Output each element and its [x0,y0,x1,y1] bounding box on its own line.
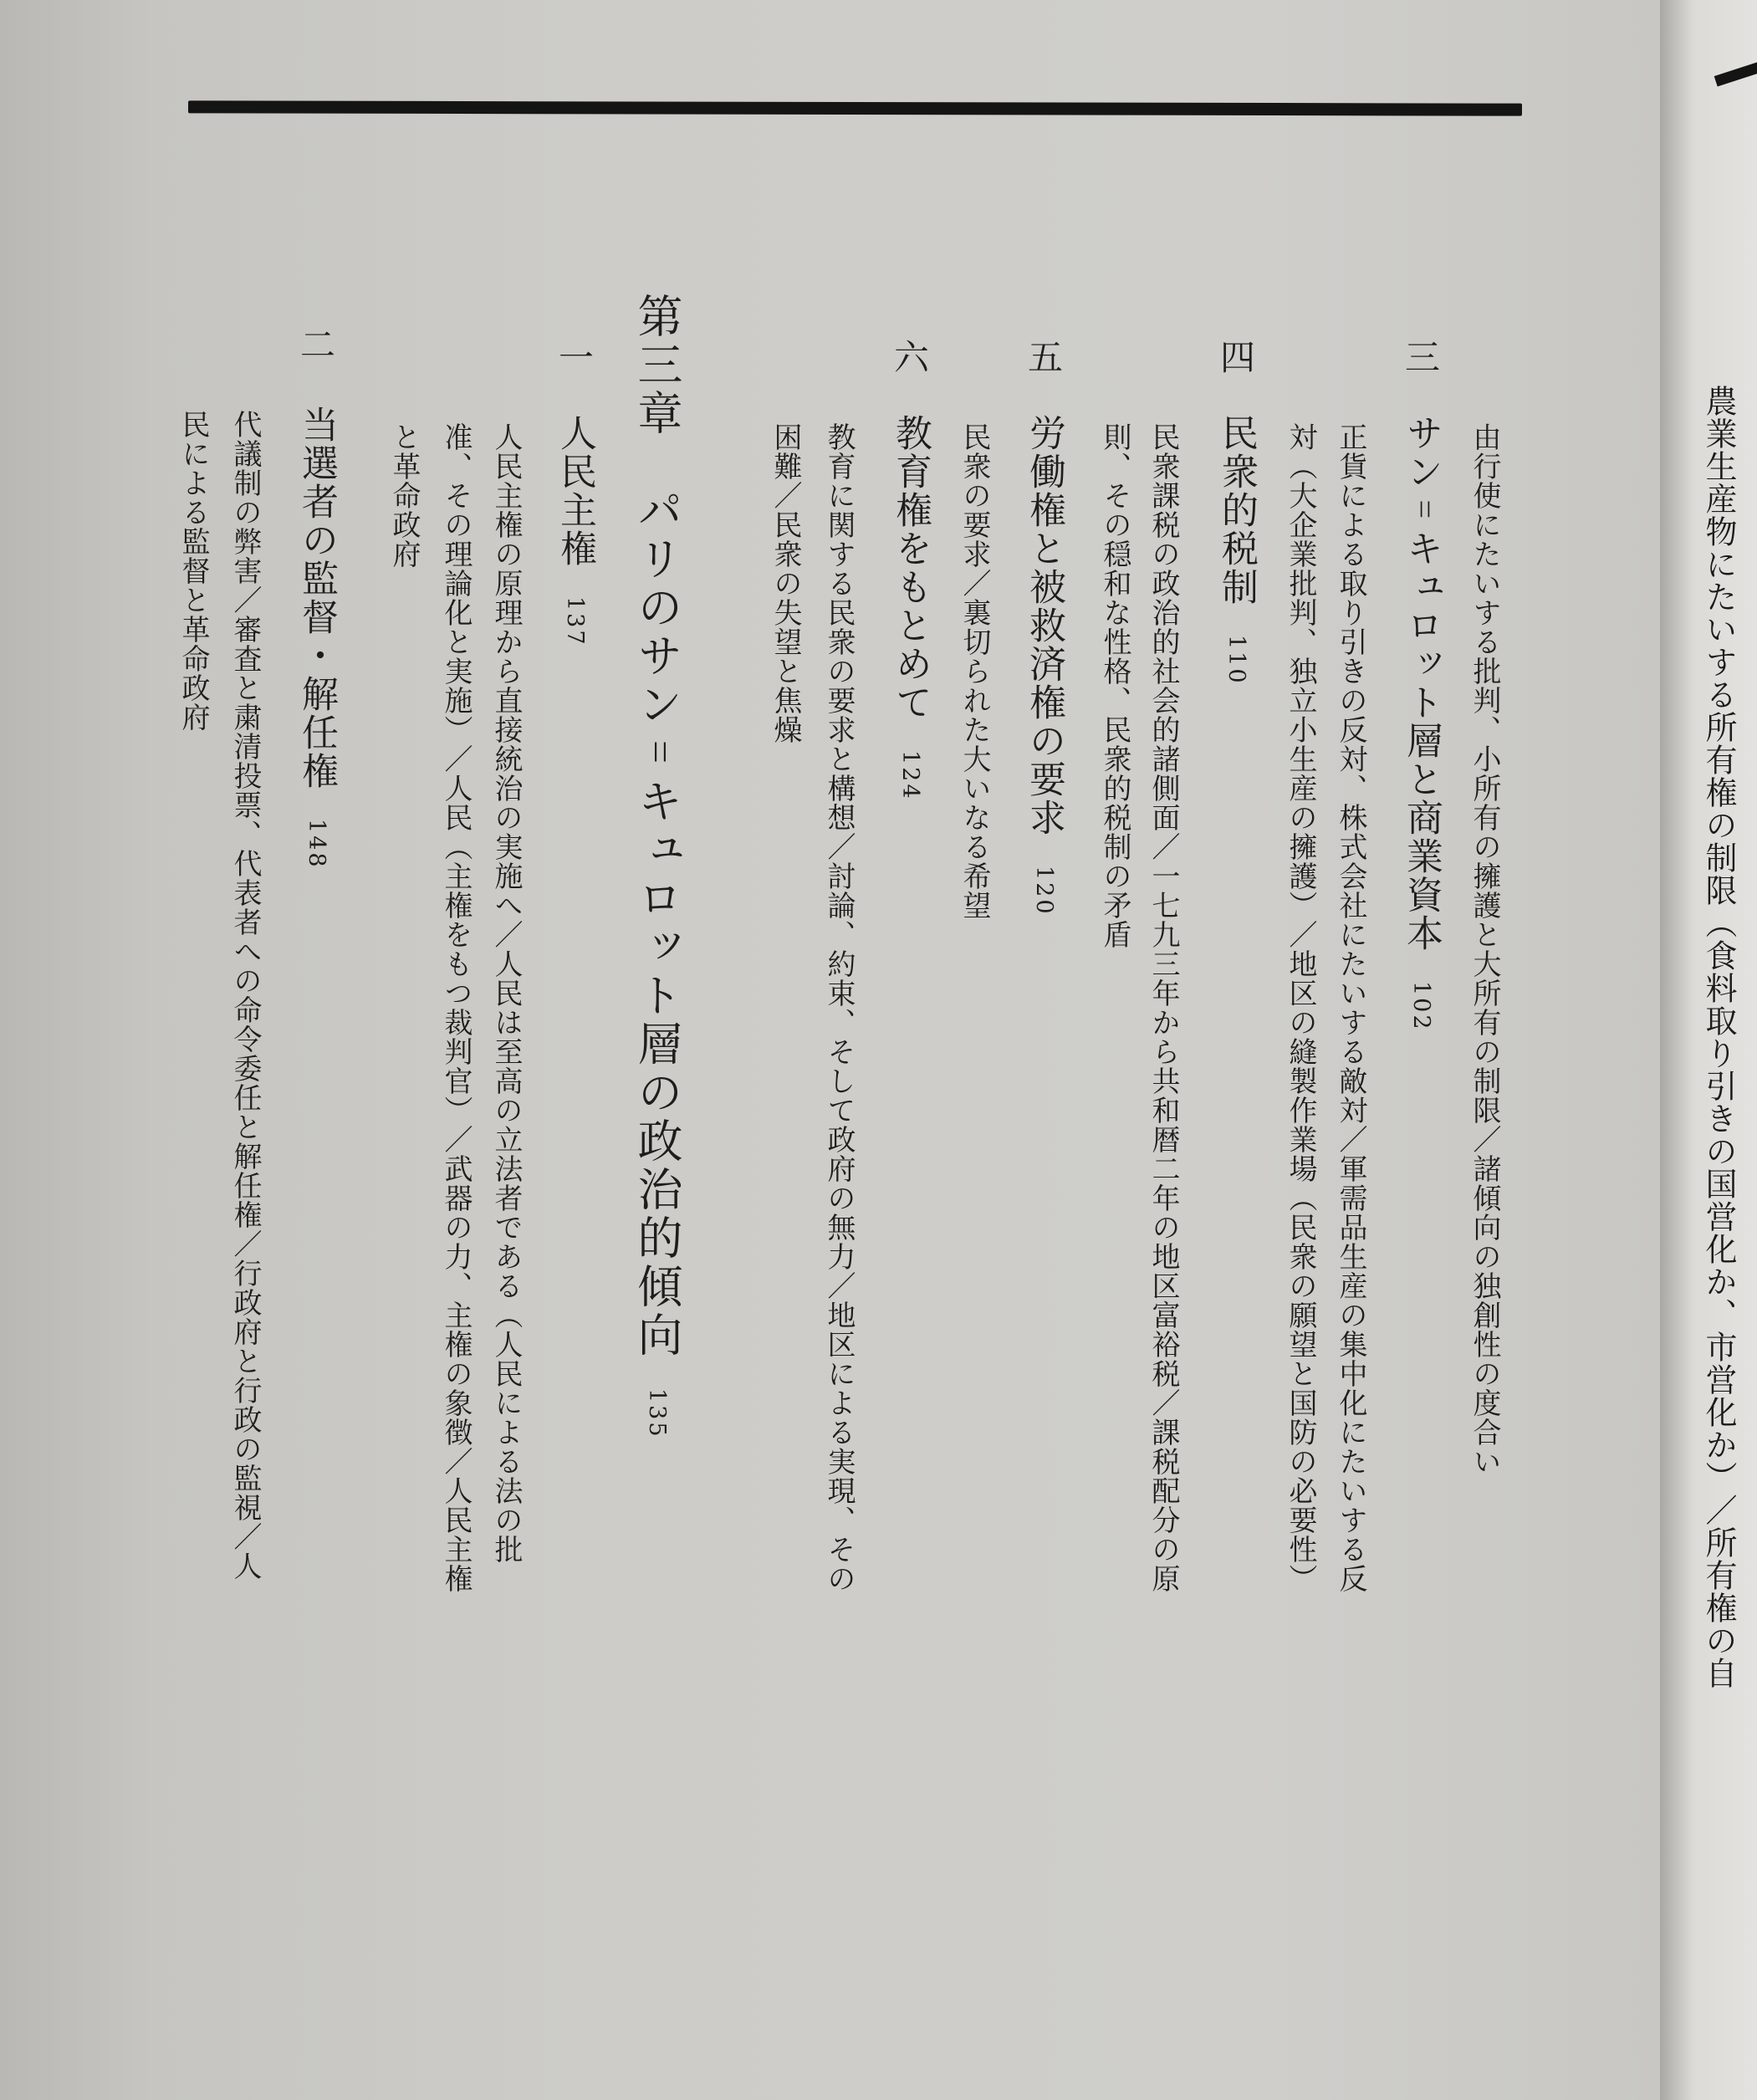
section-body-line: 准、その理論化と実施）／人民（主権をもつ裁判官）／武器の力、主権の象徴／人民主権 [439,422,472,1593]
section-body-line: 則、その穏和な性格、民衆的税制の矛盾 [1098,422,1131,949]
section-marker: 三 [1400,339,1441,374]
section-body-line: 民による監督と革命政府 [176,410,210,732]
section-marker: 五 [1023,339,1064,374]
section-title: 教育権をもとめて [889,414,932,722]
section-body-line: 対（大企業批判、独立小生産の擁護）／地区の縫製作業場（民衆の願望と国防の必要性） [1284,422,1317,1593]
section-title: 当選者の監督・解任権 [295,406,338,790]
section-title: サン゠キュロット層と商業資本 [1400,414,1443,953]
continued-text: 由行使にたいする批判、小所有の擁護と大所有の制限／諸傾向の独創性の度合い [1468,422,1501,1476]
section-heading [295,406,338,870]
section-body-line: 教育に関する民衆の要求と構想／討論、約束、そして政府の無力／地区による実現、その [822,422,856,1593]
section-marker: 六 [889,339,930,374]
page-number: 120 [1031,866,1057,917]
page-number: 102 [1408,981,1434,1032]
section-body-line: 人民主権の原理から直接統治の実施へ／人民は至高の立法者である（人民による法の批 [489,422,523,1564]
page-number: 124 [897,750,923,801]
page-number: 137 [562,596,588,647]
section-heading [889,414,932,801]
right-page-line: 農業生産物にたいする所有権の制限（食料取り引きの国営化か、市営化か）／所有権の自 [1700,385,1737,1689]
section-body-line: と革命政府 [387,422,421,569]
chapter-title: 第三章 パリのサン゠キュロット層の政治的傾向 [631,293,683,1360]
section-body-line: 代議制の弊害／審査と粛清投票、代表者への命令委任と解任権／行政府と行政の監視／人 [228,410,262,1581]
section-heading [554,414,596,647]
section-heading [1400,414,1443,1032]
section-title: 民衆的税制 [1215,414,1258,606]
section-title: 労働権と被救済権の要求 [1023,414,1065,837]
section-body-line: 民衆の要求／裏切られた大いなる希望 [958,422,991,920]
chapter-heading [631,293,683,1439]
section-body-line: 困難／民衆の失望と焦燥 [769,422,802,744]
section-body-line: 正貨による取り引きの反対、株式会社にたいする敵対／軍需品生産の集中化にたいする反 [1334,422,1367,1593]
section-marker: 二 [295,326,336,361]
section-heading [1215,414,1258,686]
page-number: 148 [304,819,329,870]
section-heading [1023,414,1065,917]
section-body-line: 民衆課税の政治的社会的諸側面／一七九三年から共和暦二年の地区富裕税／課税配分の原 [1147,422,1180,1593]
page-number: 110 [1223,635,1249,686]
section-marker: 四 [1215,339,1256,374]
page-number: 135 [644,1388,670,1439]
section-title: 人民主権 [554,414,596,568]
section-marker: 一 [554,339,595,374]
